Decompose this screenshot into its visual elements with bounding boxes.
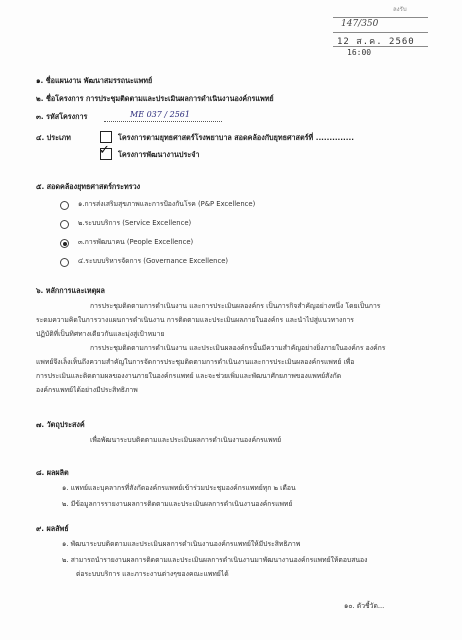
receipt-stamp bbox=[333, 6, 428, 58]
type-option-routine: โครงการพัฒนางานประจำ bbox=[118, 150, 200, 159]
rationale-heading: ๖. หลักการและเหตุผล bbox=[36, 286, 105, 295]
objective-heading: ๗. วัตถุประสงค์ bbox=[36, 420, 85, 429]
output-item: ๑. แพทย์และบุคลากรที่สังกัดองค์กรแพทย์เข้าร่วมประชุมองค์กรแพทย์ทุก ๒ เดือน bbox=[62, 484, 296, 492]
stamp-time: 16:00 bbox=[347, 48, 372, 57]
rationale-line: การประชุมติดตามการดำเนินงาน และประเมินผลองค์กรนั้นมีความสำคัญอย่างยิ่งภายในองค์กร องค์กร bbox=[90, 344, 386, 352]
project-name: ๒. ชื่อโครงการ การประชุมติดตามและประเมินผลการดำเนินงานองค์กรแพทย์ bbox=[36, 94, 274, 103]
type-option-strategic: โครงการตามยุทธศาสตร์โรงพยาบาล สอดคล้องกับยุทธศาสตร์ที่ .............. bbox=[118, 133, 354, 142]
stamp-number: 147/350 bbox=[341, 19, 379, 29]
strategy-radio-4[interactable] bbox=[60, 258, 69, 267]
stamp-label: ลงรับ bbox=[393, 6, 407, 13]
rationale-line: การประชุมติดตามการดำเนินงาน และการประเมินผลองค์กร เป็นภารกิจสำคัญอย่างหนึ่ง โดยเป็นการ bbox=[90, 302, 381, 310]
plan-name: ๑. ชื่อแผนงาน พัฒนาสมรรถนะแพทย์ bbox=[36, 76, 153, 85]
project-type-label: ๔. ประเภท bbox=[36, 133, 71, 142]
rationale-line: องค์กรแพทย์ได้อย่างมีประสิทธิภาพ bbox=[36, 386, 138, 394]
type-checkbox-strategic[interactable] bbox=[100, 131, 112, 143]
stamp-date: 12 ส.ค. 2560 bbox=[337, 37, 415, 47]
strategy-option-2: ๒.ระบบบริการ (Service Excellence) bbox=[78, 219, 192, 227]
outcome-heading: ๙. ผลลัพธ์ bbox=[36, 524, 69, 533]
output-heading: ๘. ผลผลิต bbox=[36, 468, 69, 477]
stamp-divider bbox=[333, 17, 428, 18]
code-dotted-line bbox=[104, 121, 222, 122]
strategy-radio-2[interactable] bbox=[60, 220, 69, 229]
output-item: ๒. มีข้อมูลการรายงานผลการติดตามและประเมินผลการดำเนินงานองค์กรแพทย์ bbox=[62, 500, 293, 508]
strategy-radio-3[interactable] bbox=[60, 239, 69, 248]
outcome-item: ๑. พัฒนาระบบติดตามและประเมินผลการดำเนินงานองค์กรแพทย์ให้มีประสิทธิภาพ bbox=[62, 540, 301, 548]
rationale-line: การประเมินและติดตามผลของงานภายในองค์กรแพทย์ และจะช่วยเพิ่มและพัฒนาศักยภาพของแพทย์สังกัด bbox=[36, 372, 342, 380]
rationale-line: แพทย์จึงเล็งเห็นถึงความสำคัญในการจัดการประชุมติดตามการดำเนินงานและการประเมินผลองค์กรแพทย์ เพื่อ bbox=[36, 358, 355, 366]
rationale-line: ระดมความคิดในการวางแผนการดำเนินงาน การติดตามและประเมินผลภายในองค์กร และนำไปสู่แนวทางการ bbox=[36, 316, 354, 324]
outcome-item: ๒. สามารถนำรายงานผลการติดตามและประเมินผลการดำเนินงานมาพัฒนางานองค์กรแพทย์ให้ตอบสนอง bbox=[62, 556, 368, 564]
stamp-divider bbox=[333, 32, 428, 33]
next-page-indicator: ๑๐. ตัวชี้วัด... bbox=[344, 602, 385, 610]
strategy-radio-1[interactable] bbox=[60, 201, 69, 210]
strategy-option-4: ๔.ระบบบริหารจัดการ (Governance Excellence) bbox=[78, 257, 229, 265]
strategy-heading: ๕. สอดคล้องยุทธศาสตร์กระทรวง bbox=[36, 182, 141, 191]
strategy-option-1: ๑.การส่งเสริมสุขภาพและการป้องกันโรค (P&P Excellence) bbox=[78, 200, 256, 208]
checkmark-icon: ✓ bbox=[99, 143, 110, 158]
outcome-item-continued: ต่อระบบบริการ และภาระงานต่างๆของคณะแพทย์ได้ bbox=[76, 570, 229, 578]
project-code-handwritten: ME 037 / 2561 bbox=[130, 110, 190, 119]
objective-text: เพื่อพัฒนาระบบติดตามและประเมินผลการดำเนินงานองค์กรแพทย์ bbox=[90, 436, 282, 444]
strategy-option-3: ๓.การพัฒนาคน (People Excellence) bbox=[78, 238, 194, 246]
project-code-label: ๓. รหัสโครงการ bbox=[36, 112, 88, 121]
rationale-line: ปฏิบัติที่เป็นทิศทางเดียวกันและมุ่งสู่เป้าหมาย bbox=[36, 330, 165, 338]
